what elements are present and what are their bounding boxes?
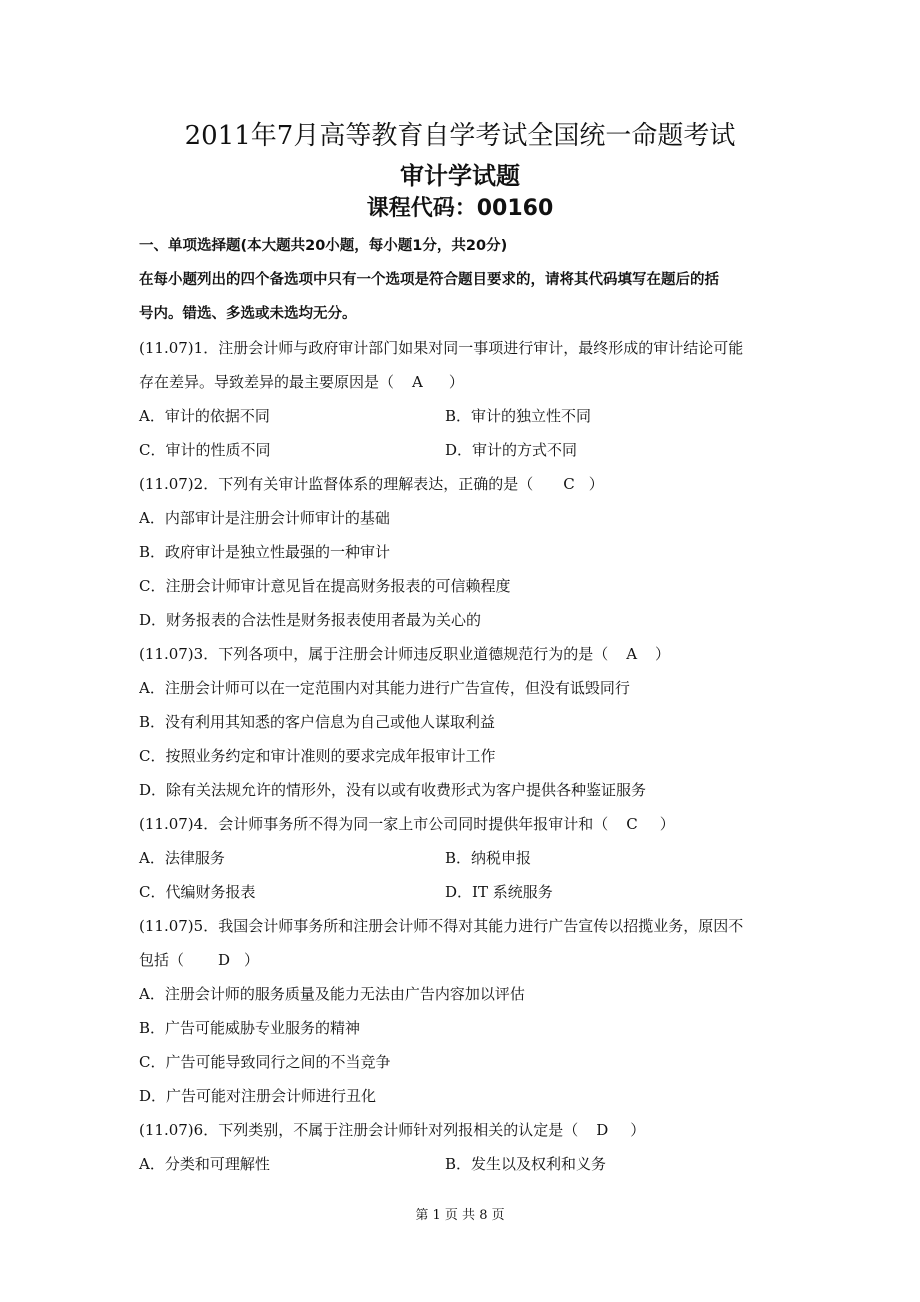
option: B．政府审计是独立性最强的一种审计	[139, 543, 391, 561]
option: D．IT 系统服务	[445, 883, 553, 901]
course-code: 课程代码：00160	[366, 196, 554, 221]
option: A．法律服务	[139, 849, 225, 867]
stem-text: (11.07)6．下列类别，不属于注册会计师针对列报相关的认定是（	[139, 1121, 579, 1139]
question-stem	[139, 1113, 789, 1147]
answer-letter: D	[218, 951, 231, 969]
stem-tail: ）	[448, 373, 464, 391]
stem-text: (11.07)4．会计师事务所不得为同一家上市公司同时提供年报审计和（	[139, 815, 609, 833]
question-stem: (11.07)1．注册会计师与政府审计部门如果对同一事项进行审计，最终形成的审计结论可能	[139, 339, 744, 357]
option: C．广告可能导致同行之间的不当竞争	[139, 1053, 391, 1071]
stem-text: (11.07)3．下列各项中，属于注册会计师违反职业道德规范行为的是（	[139, 645, 609, 663]
option: D．审计的方式不同	[445, 441, 578, 459]
question-stem	[139, 637, 789, 671]
option: A．分类和可理解性	[139, 1155, 270, 1173]
option: D．广告可能对注册会计师进行丑化	[139, 1087, 377, 1105]
question-stem	[139, 943, 789, 977]
stem-tail: ）	[588, 475, 604, 493]
option: D．财务报表的合法性是财务报表使用者最为关心的	[139, 611, 482, 629]
option: B．纳税申报	[445, 849, 532, 867]
option: A．审计的依据不同	[139, 407, 270, 425]
option: B．广告可能威胁专业服务的精神	[139, 1019, 361, 1037]
option: C．审计的性质不同	[139, 441, 271, 459]
option: C．按照业务约定和审计准则的要求完成年报审计工作	[139, 747, 496, 765]
option: A．注册会计师可以在一定范围内对其能力进行广告宣传，但没有诋毁同行	[139, 679, 630, 697]
question-stem	[139, 807, 789, 841]
option: C．注册会计师审计意见旨在提高财务报表的可信赖程度	[139, 577, 511, 595]
answer-letter: C	[563, 475, 575, 493]
stem-text: 存在差异。导致差异的最主要原因是（	[139, 373, 395, 391]
section-heading: 一、单项选择题(本大题共20小题，每小题1分，共20分)	[139, 238, 508, 254]
document-body	[139, 229, 789, 1181]
question-stem	[139, 467, 789, 501]
question-stem: (11.07)5．我国会计师事务所和注册会计师不得对其能力进行广告宣传以招揽业务，原因不	[139, 917, 744, 935]
stem-tail: ）	[655, 645, 671, 663]
answer-letter: A	[412, 373, 423, 391]
option: A．注册会计师的服务质量及能力无法由广告内容加以评估	[139, 985, 525, 1003]
stem-text: 包括（	[139, 951, 185, 969]
instruction-line: 在每小题列出的四个备选项中只有一个选项是符合题目要求的，请将其代码填写在题后的括	[139, 272, 719, 288]
option: B．发生以及权利和义务	[445, 1155, 607, 1173]
question-stem	[139, 365, 789, 399]
option: B．没有利用其知悉的客户信息为自己或他人谋取利益	[139, 713, 496, 731]
option: C．代编财务报表	[139, 883, 256, 901]
option-row	[139, 1147, 789, 1181]
instruction-line: 号内。错选、多选或未选均无分。	[139, 306, 357, 322]
answer-letter: A	[626, 645, 638, 663]
answer-letter: D	[596, 1121, 609, 1139]
option-row	[139, 875, 789, 909]
option: D．除有关法规允许的情形外，没有以或有收费形式为客户提供各种鉴证服务	[139, 781, 647, 799]
stem-text: (11.07)2．下列有关审计监督体系的理解表达，正确的是（	[139, 475, 534, 493]
stem-tail: ）	[630, 1121, 646, 1139]
option-row	[139, 399, 789, 433]
option-row	[139, 433, 789, 467]
option-row	[139, 841, 789, 875]
subject-title: 审计学试题	[400, 162, 520, 190]
exam-title: 2011年7月高等教育自学考试全国统一命题考试	[184, 121, 736, 151]
stem-tail: ）	[659, 815, 675, 833]
option: B．审计的独立性不同	[445, 407, 592, 425]
answer-letter: C	[626, 815, 638, 833]
option: A．内部审计是注册会计师审计的基础	[139, 509, 390, 527]
page-footer: 第 1 页 共 8 页	[415, 1208, 505, 1223]
stem-tail: ）	[244, 951, 260, 969]
